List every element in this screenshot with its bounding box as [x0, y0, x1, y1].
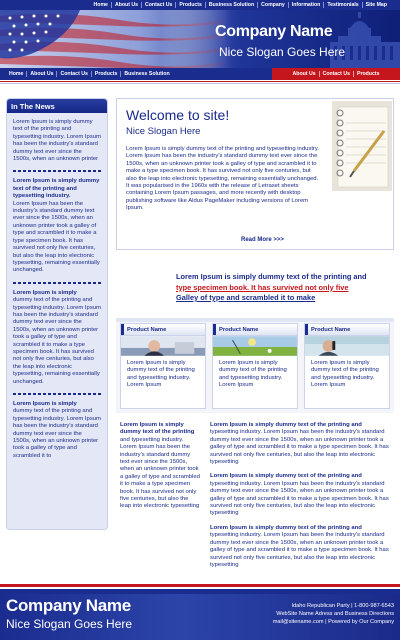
news-item-text: dummy text of the printing and typesetting industry. Lorem Ipsum has been the industry's standard dummy text ever since the 1500s, when an unknown printer took a galley of type and scrambled it to	[13, 408, 101, 459]
welcome-title: Welcome to site!	[126, 107, 230, 123]
footer-line-2: WebSite Name Adress and Business Directions	[276, 611, 394, 617]
highlight-line-2: type specimen book. It has survived not only five	[176, 282, 349, 292]
top-nav-testimonials[interactable]: Testimonials	[323, 2, 361, 8]
product-name: Product Name	[120, 323, 206, 336]
product-text: Lorem Ipsum is simply dummy text of the printing and typesetting industry. Lorem Ipsum	[304, 356, 390, 409]
news-item	[13, 172, 101, 274]
top-nav-business-solution[interactable]: Business Solution	[205, 2, 257, 8]
products-bar	[116, 318, 394, 322]
secondary-nav	[0, 68, 400, 80]
red-nav-about-us[interactable]: About Us	[292, 71, 316, 77]
news-item	[13, 113, 101, 163]
product-name: Product Name	[212, 323, 298, 336]
top-nav-information[interactable]: Information	[288, 2, 324, 8]
news-item	[13, 395, 101, 460]
site-footer	[0, 594, 400, 640]
highlight-line-3: Galley of type and scrambled it to make	[176, 293, 316, 302]
product-photo-golf	[212, 336, 298, 356]
footer-line-3[interactable]: mail@sitename.com | Powered by Our Company	[272, 619, 394, 625]
news-item-text: dummy text of the printing and typesetting industry. Lorem Ipsum has been the industry's standard dummy text ever since the 1500s, when an unknown printer took a galley of type and scrambled it to make a type specimen book. It has survived not only five centuries, but also the leap into electronic typesetting, remaining essentially unchanged.	[13, 297, 101, 385]
red-nav-contact-us[interactable]: Contact Us	[319, 71, 353, 77]
news-item-headline: Lorem Ipsum is simply	[13, 289, 77, 296]
top-nav-site-map[interactable]: Site Map	[362, 2, 390, 8]
highlight-paragraph	[176, 272, 382, 304]
article-headline: Lorem Ipsum is simply dummy text of the printing and	[210, 422, 362, 428]
news-item-headline: Lorem Ipsum is simply	[13, 401, 77, 407]
top-nav-about-us[interactable]: About Us	[111, 2, 141, 8]
article-block	[210, 473, 394, 517]
news-item-headline: Lorem Ipsum is simply dummy text of the printing and typesetting industry.	[13, 178, 100, 200]
sub-nav-contact-us[interactable]: Contact Us	[56, 71, 90, 77]
product-card[interactable]	[212, 323, 298, 409]
product-text: Lorem Ipsum is simply dummy text of the printing and typesetting industry. Lorem Ipsum	[212, 356, 298, 409]
article-text: and typesetting industry. Lorem Ipsum has been the industry's standard dummy text ever since the 1500s, when an unknown printer took a galley of type and scrambled it to make a type specimen book. It has survived not only five centuries, but also the leap into electronic typesetting	[120, 436, 200, 510]
sub-nav-about-us[interactable]: About Us	[26, 71, 56, 77]
article-column-left	[120, 422, 200, 511]
welcome-box	[116, 98, 394, 250]
news-item	[13, 284, 101, 386]
top-nav	[0, 0, 400, 10]
product-photo-phone	[304, 336, 390, 356]
product-name: Product Name	[304, 323, 390, 336]
product-card[interactable]	[304, 323, 390, 409]
news-item-text: Lorem Ipsum is simply dummy text of the printing and typesetting industry. Lorem Ipsum has been the industry's standard dummy text ever since the 1500s, when an unknown printer	[13, 119, 101, 163]
product-text: Lorem Ipsum is simply dummy text of the printing and typesetting industry. Lorem Ipsum	[120, 356, 206, 409]
article-headline: Lorem Ipsum is simply dummy text of the printing and	[210, 524, 362, 531]
article-text: typesetting industry. Lorem Ipsum has been the industry's standard dummy text ever since the 1500s, when an unknown printer took a galley of type and scrambled it to make a type specimen book. It has survived not only five centuries, but also the leap into electronic typesetting	[210, 429, 389, 466]
secondary-nav-right	[272, 68, 400, 80]
sub-nav-business-solution[interactable]: Business Solution	[120, 71, 172, 77]
footer-company-name: Company Name	[6, 596, 131, 615]
read-more-link[interactable]: Read More >>>	[241, 237, 284, 243]
top-nav-products[interactable]: Products	[175, 2, 204, 8]
welcome-text: Lorem Ipsum is simply dummy text of the printing and typesetting industry. Lorem Ipsum has been the industry's standard dummy text ever since the 1500s, when an unknown printer took a galley of type and scrambled it to make a type specimen book. It has survived not only five centuries, but also the leap into electronic typesetting, remaining essentially unchanged. It was popularised in the 1960s with the release of Letraset sheets containing Lorem Ipsum passages, and more recently with desktop publishing software like Aldus PageMaker including versions of Lorem Ipsum.	[126, 146, 320, 212]
company-slogan: Nice Slogan Goes Here	[219, 45, 346, 59]
article-headline: Lorem Ipsum is simply dummy text of the printing and	[210, 473, 362, 480]
welcome-subtitle: Nice Slogan Here	[126, 126, 201, 137]
article-block	[210, 422, 394, 466]
news-sidebar	[6, 98, 108, 530]
top-nav-company[interactable]: Company	[257, 2, 288, 8]
secondary-nav-left	[6, 68, 173, 80]
article-headline: Lorem Ipsum is simply dummy text of the printing	[120, 422, 195, 436]
sidebar-title: In The News	[7, 99, 107, 113]
site-header	[0, 10, 400, 68]
top-nav-home[interactable]: Home	[93, 2, 108, 8]
red-nav-products[interactable]: Products	[353, 71, 382, 77]
sub-nav-home[interactable]: Home	[9, 71, 24, 77]
footer-contact-info	[244, 602, 394, 626]
footer-line-1: Idaho Republican Party | 1-800-987-6543	[291, 603, 394, 609]
footer-slogan: Nice Slogan Goes Here	[6, 617, 133, 631]
article-text: typesetting industry. Lorem Ipsum has been the industry's standard dummy text ever since the 1500s, when an unknown printer took a galley of type and scrambled it to make a type specimen book. It has survived not only five centuries, but also the leap into electronic typesetting	[210, 532, 389, 568]
top-nav-contact-us[interactable]: Contact Us	[141, 2, 175, 8]
product-card[interactable]	[120, 323, 206, 409]
highlight-line-1: Lorem Ipsum is simply dummy text of the printing and	[176, 272, 367, 281]
header-divider	[0, 80, 400, 84]
products-strip	[116, 318, 394, 413]
news-item-text: Lorem Ipsum has been the industry's standard dummy text ever since the 1500s, when an unknown printer took a galley of type and scrambled it to make a type specimen book. It has survived not only five centuries, but also the leap into electronic typesetting, remaining essentially unchanged.	[13, 200, 100, 274]
company-name: Company Name	[215, 23, 333, 40]
american-flag-image	[0, 10, 230, 68]
sub-nav-products[interactable]: Products	[91, 71, 120, 77]
notebook-pen-image	[332, 101, 392, 191]
article-text: typesetting industry. Lorem Ipsum has been the industry's standard dummy text ever since the 1500s, when an unknown printer took a galley of type and scrambled it to make a type specimen book. It has survived not only five centuries, but also the leap into electronic typesetting	[210, 480, 389, 517]
news-list	[7, 113, 107, 460]
article-column-right	[210, 422, 394, 576]
footer-divider	[0, 580, 400, 594]
capitol-building-image	[330, 10, 400, 68]
article-block	[210, 525, 394, 569]
product-photo-business	[120, 336, 206, 356]
